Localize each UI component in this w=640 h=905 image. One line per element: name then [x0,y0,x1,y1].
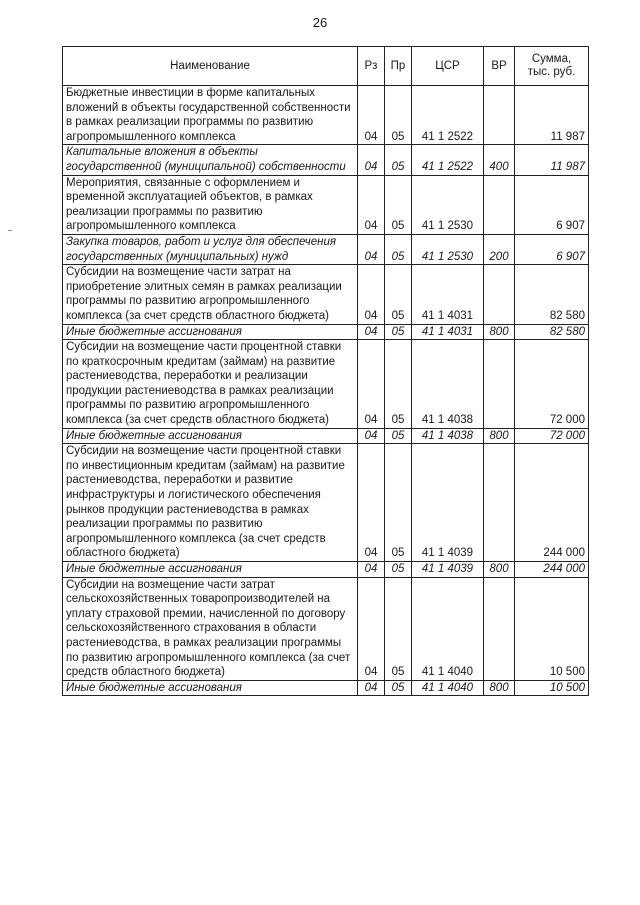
cell-vr [484,86,515,145]
cell-pr: 05 [385,86,412,145]
table-row [63,428,589,444]
cell-pr: 05 [385,340,412,429]
cell-csr: 41 1 4040 [412,577,484,680]
cell-name: Субсидии на возмещение части процентной ставки по краткосрочным кредитам (займам) на развитие растениеводства, переработки и реализации продукции растениеводства в рамках реализации программы по развитию агропромышленного комплекса (за счет средств областного бюджета) [63,340,358,429]
cell-rz: 04 [358,680,385,696]
cell-sum: 11 987 [515,145,589,175]
cell-csr: 41 1 2530 [412,175,484,234]
cell-csr: 41 1 4039 [412,444,484,562]
cell-pr: 05 [385,324,412,340]
cell-pr: 05 [385,562,412,578]
cell-sum: 11 987 [515,86,589,145]
cell-name: Бюджетные инвестиции в форме капитальных вложений в объекты государственной собственности в рамках реализации программы по развитию агропромышленного комплекса [63,86,358,145]
cell-sum: 244 000 [515,444,589,562]
cell-vr [484,577,515,680]
header-sum [515,47,589,86]
table-header-row [63,47,589,86]
cell-pr: 05 [385,428,412,444]
cell-name: Иные бюджетные ассигнования [63,428,358,444]
cell-sum: 72 000 [515,340,589,429]
cell-csr: 41 1 4038 [412,340,484,429]
cell-csr: 41 1 2522 [412,86,484,145]
header-csr: ЦСР [412,47,484,86]
cell-csr: 41 1 2522 [412,145,484,175]
header-vr: ВР [484,47,515,86]
cell-vr [484,444,515,562]
cell-pr: 05 [385,577,412,680]
cell-name: Капитальные вложения в объекты государственной (муниципальной) собственности [63,145,358,175]
table-row [63,234,589,264]
cell-csr: 41 1 4031 [412,324,484,340]
table-row [63,175,589,234]
header-sum-line2: тыс. руб. [527,66,576,78]
header-sum-line1: Сумма, [531,53,572,65]
cell-sum: 6 907 [515,175,589,234]
cell-rz: 04 [358,265,385,324]
cell-sum: 10 500 [515,680,589,696]
cell-rz: 04 [358,145,385,175]
cell-rz: 04 [358,562,385,578]
cell-rz: 04 [358,234,385,264]
cell-pr: 05 [385,145,412,175]
cell-vr [484,265,515,324]
cell-name: Иные бюджетные ассигнования [63,562,358,578]
table-row [63,265,589,324]
cell-sum: 10 500 [515,577,589,680]
cell-sum: 72 000 [515,428,589,444]
table-row [63,444,589,562]
cell-sum: 82 580 [515,265,589,324]
cell-pr: 05 [385,444,412,562]
cell-name: Закупка товаров, работ и услуг для обеспечения государственных (муниципальных) нужд [63,234,358,264]
cell-csr: 41 1 4031 [412,265,484,324]
table-row [63,577,589,680]
cell-vr: 200 [484,234,515,264]
cell-name: Иные бюджетные ассигнования [63,324,358,340]
cell-name: Мероприятия, связанные с оформлением и временной эксплуатацией объектов, в рамках реализации программы по развитию агропромышленного комплекса [63,175,358,234]
cell-rz: 04 [358,175,385,234]
cell-vr: 800 [484,324,515,340]
table-body [63,86,589,696]
cell-vr: 800 [484,680,515,696]
cell-csr: 41 1 4038 [412,428,484,444]
cell-vr [484,175,515,234]
cell-vr [484,340,515,429]
cell-name: Субсидии на возмещение части процентной ставки по инвестиционным кредитам (займам) на развитие растениеводства, переработки и развитие инфраструктуры и логистического обеспечения рынков продукции растениеводства в рамках реализации программы по развитию агропромышленного комплекса (за счет средств областного бюджета) [63,444,358,562]
cell-sum: 6 907 [515,234,589,264]
table-row [63,562,589,578]
cell-vr: 800 [484,428,515,444]
cell-name: Иные бюджетные ассигнования [63,680,358,696]
cell-name: Субсидии на возмещение части затрат сельскохозяйственных товаропроизводителей на уплату страховой премии, начисленной по договору сельскохозяйственного страхования в области растениеводства, в рамках реализации программы по развитию агропромышленного комплекса (за счет средств областного бюджета) [63,577,358,680]
cell-rz: 04 [358,577,385,680]
table-row [63,324,589,340]
cell-csr: 41 1 2530 [412,234,484,264]
page-number: 26 [312,15,328,30]
cell-csr: 41 1 4039 [412,562,484,578]
table-row [63,86,589,145]
cell-rz: 04 [358,324,385,340]
cell-rz: 04 [358,86,385,145]
cell-rz: 04 [358,444,385,562]
cell-vr: 400 [484,145,515,175]
cell-rz: 04 [358,428,385,444]
header-rz: Рз [358,47,385,86]
cell-pr: 05 [385,265,412,324]
header-pr: Пр [385,47,412,86]
cell-sum: 244 000 [515,562,589,578]
cell-sum: 82 580 [515,324,589,340]
table-row [63,680,589,696]
header-name: Наименование [63,47,358,86]
cell-vr: 800 [484,562,515,578]
table-row [63,340,589,429]
margin-mark [8,230,12,231]
cell-name: Субсидии на возмещение части затрат на приобретение элитных семян в рамках реализации программы по развитию агропромышленного комплекса (за счет средств областного бюджета) [63,265,358,324]
cell-pr: 05 [385,175,412,234]
cell-rz: 04 [358,340,385,429]
cell-csr: 41 1 4040 [412,680,484,696]
table-row [63,145,589,175]
budget-table [62,46,589,696]
cell-pr: 05 [385,680,412,696]
cell-pr: 05 [385,234,412,264]
